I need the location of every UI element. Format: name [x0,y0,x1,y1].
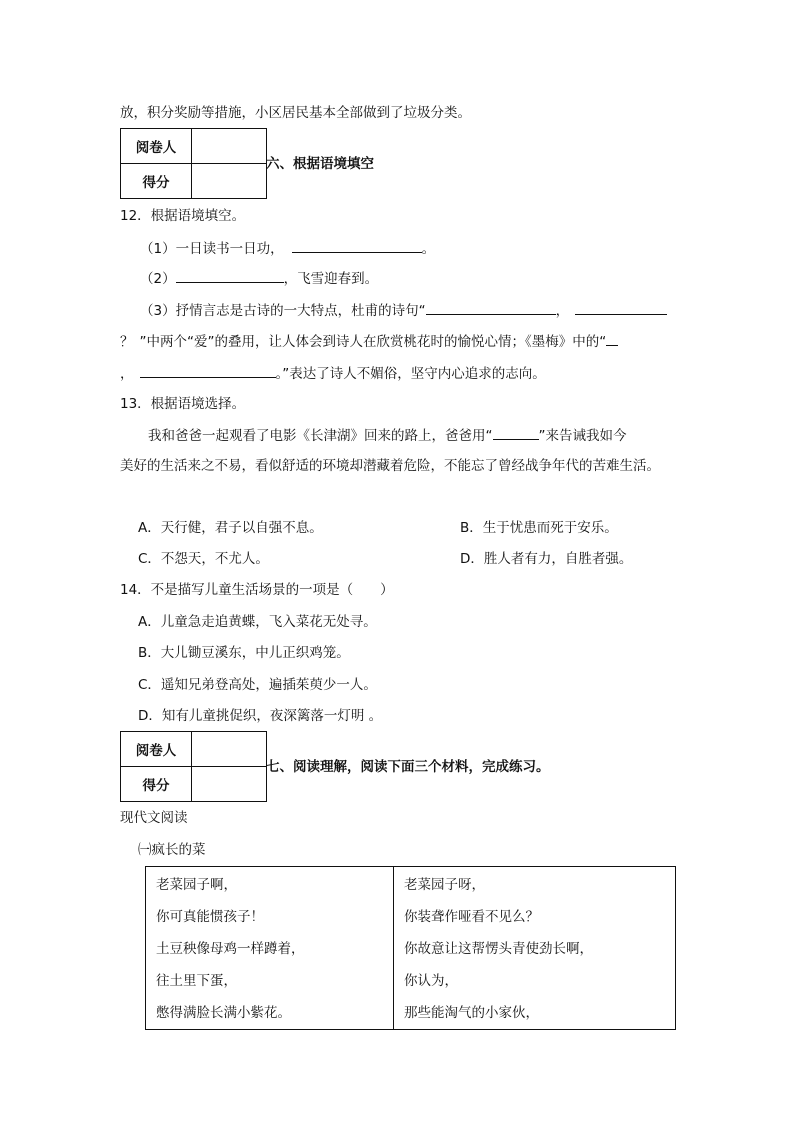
poem-table [145,866,676,1030]
q14-option-d[interactable]: D．知有儿童挑促织，夜深篱落一灯明 。 [138,708,383,724]
q14-stem: 14．不是描写儿童生活场景的一项是（ ） [120,582,394,598]
q13-para-line2: 美好的生活来之不易，看似舒适的环境却潜藏着危险，不能忘了曾经战争年代的苦难生活。 [120,458,660,474]
q12-item3-blank-b[interactable] [575,300,667,315]
grader-box-section7 [120,731,267,802]
q13-para-line1-suffix: ”来告诫我如今 [538,428,627,444]
q12-item3-line3-start: ， [120,366,134,382]
q13-option-a[interactable]: A．天行健，君子以自强不息。 [138,520,323,536]
q12-item2-blank[interactable] [176,268,284,283]
poem-line: 那些能淘气的小家伙， [404,1005,539,1021]
q12-item1 [140,238,435,259]
poem-line: 你装聋作哑看不见么？ [404,909,539,925]
poem-line: 憋得满脸长满小紫花。 [156,1005,291,1021]
reviewer-cell[interactable] [192,732,267,767]
q12-stem: 12．根据语境填空。 [120,208,246,224]
q12-item1-blank[interactable] [292,238,422,253]
section6-title: 六、根据语境填空 [266,156,374,172]
score-label: 得分 [121,164,192,199]
score-cell[interactable] [192,767,267,802]
poem-column-right [394,867,676,1030]
q12-item2 [140,268,378,289]
poem-line: 你故意让这帮愣头青使劲长啊， [404,941,593,957]
reading-subtitle: ㈠疯长的菜 [138,842,206,858]
q12-item3-line2-mid: ”中两个“爱”的叠用，让人体会到诗人在欣赏桃花时的愉悦心情；《墨梅》中的“ [139,334,607,350]
poem-line: 你可真能惯孩子！ [156,909,264,925]
q13-option-d[interactable]: D．胜人者有力，自胜者强。 [460,551,633,567]
reviewer-label: 阅卷人 [121,129,192,164]
q14-option-a[interactable]: A．儿童急走追黄蝶，飞入菜花无处寻。 [138,614,377,630]
q12-item3-line2-start: ？ [120,334,134,350]
q13-stem: 13．根据语境选择。 [120,396,246,412]
reviewer-cell[interactable] [192,129,267,164]
poem-line: 你认为， [404,973,458,989]
carry-over-text: 放，积分奖励等措施，小区居民基本全部做到了垃圾分类。 [120,105,471,121]
q12-item1-prefix: （1）一日读书一日功， [140,241,284,257]
q12-item3-line3 [120,363,546,384]
grader-box-section6 [120,128,267,199]
q12-item3-line1-prefix: （3）抒情言志是古诗的一大特点，杜甫的诗句“ [140,303,426,319]
q12-item3-blank-c[interactable] [606,331,618,346]
q14-option-c[interactable]: C．遥知兄弟登高处，遍插茱萸少一人。 [138,677,377,693]
reading-label: 现代文阅读 [120,810,188,826]
q13-blank[interactable] [493,425,539,440]
q12-item2-prefix: （2） [140,271,176,287]
q12-item3-blank-a[interactable] [426,300,556,315]
poem-line: 土豆秧像母鸡一样蹲着， [156,941,305,957]
score-cell[interactable] [192,164,267,199]
q12-item3-line1-mid: ， [555,303,570,319]
q12-item3-line2 [120,331,618,352]
poem-line: 老菜园子啊， [156,877,237,893]
q13-para-line1 [148,425,627,446]
q12-item3-blank-d[interactable] [140,363,276,378]
q12-item1-suffix: 。 [421,241,436,257]
q13-option-b[interactable]: B．生于忧患而死于安乐。 [460,520,618,536]
score-label: 得分 [121,767,192,802]
q12-item3-line1 [140,300,667,321]
section7-title: 七、阅读理解，阅读下面三个材料，完成练习。 [266,759,550,775]
q13-option-c[interactable]: C．不怨天，不尤人。 [138,551,269,567]
q14-option-b[interactable]: B．大儿锄豆溪东，中儿正织鸡笼。 [138,645,350,661]
poem-line: 老菜园子呀， [404,877,485,893]
poem-line: 往土里下蛋， [156,973,237,989]
poem-column-left [146,867,394,1030]
q12-item3-line3-end: 。”表达了诗人不媚俗，坚守内心追求的志向。 [275,366,546,382]
q12-item2-suffix: ，飞雪迎春到。 [283,271,379,287]
q13-para-line1-prefix: 我和爸爸一起观看了电影《长津湖》回来的路上，爸爸用“ [148,428,493,444]
reviewer-label: 阅卷人 [121,732,192,767]
